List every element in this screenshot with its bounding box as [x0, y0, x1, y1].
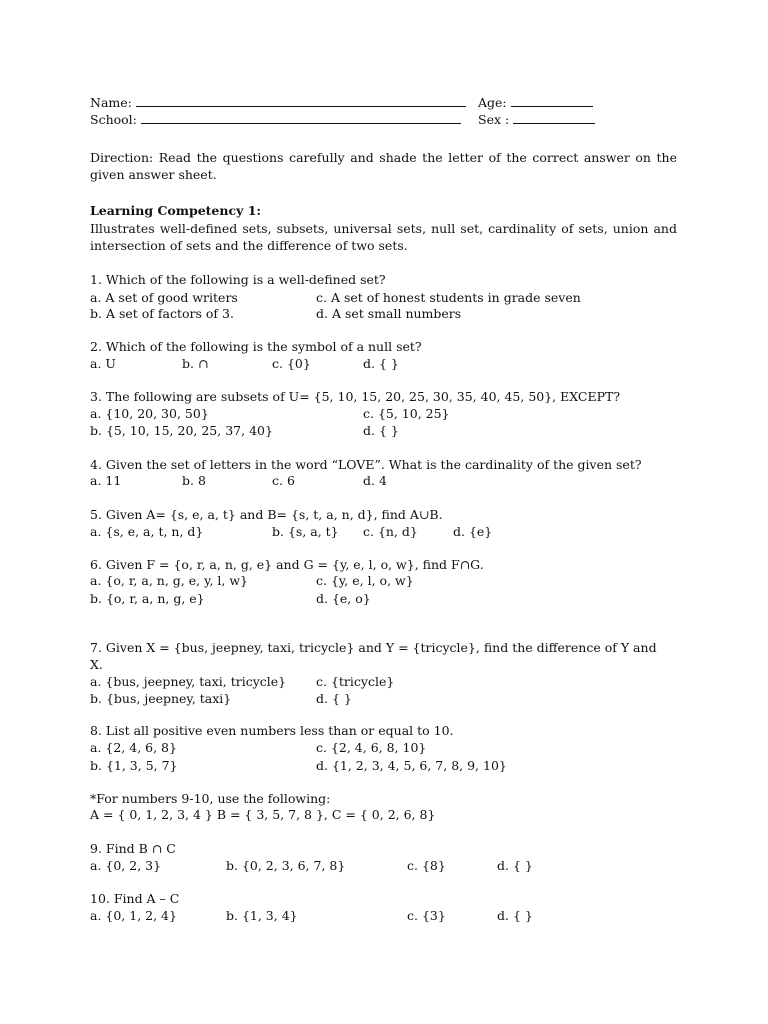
choice-b[interactable]: b. {5, 10, 15, 20, 25, 37, 40}	[90, 423, 273, 438]
choice-a[interactable]: a. U	[90, 356, 116, 371]
question-stem-continued: X.	[90, 657, 103, 672]
question-stem: 5. Given A= {s, e, a, t} and B= {s, t, a, n, d}, find A∪B.	[90, 507, 443, 522]
name-blank[interactable]	[136, 94, 466, 107]
choice-d[interactable]: d. { }	[363, 356, 399, 371]
choice-d[interactable]: d. {e}	[453, 524, 493, 539]
choice-c[interactable]: c. {tricycle}	[316, 674, 395, 689]
choice-b[interactable]: b. ∩	[182, 356, 209, 371]
choice-a[interactable]: a. {2, 4, 6, 8}	[90, 740, 177, 755]
choice-b[interactable]: b. {o, r, a, n, g, e}	[90, 591, 205, 606]
competency-text: Illustrates well-defined sets, subsets, universal sets, null set, cardinality of sets, union and intersection of sets and the difference of two sets.	[90, 221, 677, 253]
choice-c[interactable]: c. {y, e, l, o, w}	[316, 573, 414, 588]
question-stem: 1. Which of the following is a well-defined set?	[90, 272, 386, 287]
choice-b[interactable]: b. {1, 3, 5, 7}	[90, 758, 178, 773]
school-blank[interactable]	[141, 111, 461, 124]
choice-d[interactable]: d. { }	[497, 908, 533, 923]
name-label: Name:	[90, 95, 132, 110]
school-row	[90, 111, 461, 128]
choice-a[interactable]: a. {10, 20, 30, 50}	[90, 406, 209, 421]
choice-c[interactable]: c. {5, 10, 25}	[363, 406, 450, 421]
choice-d[interactable]: d. { }	[497, 858, 533, 873]
school-label: School:	[90, 112, 137, 127]
question-stem: 6. Given F = {o, r, a, n, g, e} and G = {y, e, l, o, w}, find F∩G.	[90, 557, 484, 572]
choice-b[interactable]: b. A set of factors of 3.	[90, 306, 234, 321]
sets-definition: A = { 0, 1, 2, 3, 4 } B = { 3, 5, 7, 8 }, C = { 0, 2, 6, 8}	[90, 807, 436, 822]
direction-text: Direction: Read the questions carefully and shade the letter of the correct answer on the given answer sheet.	[90, 150, 677, 182]
age-blank[interactable]	[511, 94, 593, 107]
choice-c[interactable]: c. {8}	[407, 858, 446, 873]
choice-d[interactable]: d. {1, 2, 3, 4, 5, 6, 7, 8, 9, 10}	[316, 758, 507, 773]
choice-d[interactable]: d. {e, o}	[316, 591, 371, 606]
choice-c[interactable]: c. {2, 4, 6, 8, 10}	[316, 740, 427, 755]
choice-b[interactable]: b. 8	[182, 473, 206, 488]
sex-row	[478, 111, 595, 128]
choice-b[interactable]: b. {1, 3, 4}	[226, 908, 298, 923]
choice-b[interactable]: b. {bus, jeepney, taxi}	[90, 691, 232, 706]
choice-a[interactable]: a. {0, 1, 2, 4}	[90, 908, 177, 923]
question-stem: 9. Find B ∩ C	[90, 841, 176, 856]
age-row	[478, 94, 593, 111]
sex-label: Sex :	[478, 112, 510, 127]
age-label: Age:	[478, 95, 507, 110]
choice-d[interactable]: d. { }	[316, 691, 352, 706]
question-stem: 4. Given the set of letters in the word “LOVE”. What is the cardinality of the given set?	[90, 457, 642, 472]
question-stem: 8. List all positive even numbers less than or equal to 10.	[90, 723, 454, 738]
note-line: *For numbers 9-10, use the following:	[90, 791, 331, 806]
choice-d[interactable]: d. { }	[363, 423, 399, 438]
choice-c[interactable]: c. {0}	[272, 356, 311, 371]
question-stem: 2. Which of the following is the symbol of a null set?	[90, 339, 422, 354]
choice-b[interactable]: b. {0, 2, 3, 6, 7, 8}	[226, 858, 346, 873]
sex-blank[interactable]	[513, 111, 595, 124]
choice-c[interactable]: c. A set of honest students in grade seven	[316, 290, 581, 305]
choice-a[interactable]: a. {s, e, a, t, n, d}	[90, 524, 204, 539]
choice-d[interactable]: d. A set small numbers	[316, 306, 462, 321]
choice-c[interactable]: c. 6	[272, 473, 295, 488]
choice-a[interactable]: a. {o, r, a, n, g, e, y, l, w}	[90, 573, 249, 588]
choice-a[interactable]: a. {0, 2, 3}	[90, 858, 162, 873]
choice-a[interactable]: a. A set of good writers	[90, 290, 238, 305]
question-stem: 7. Given X = {bus, jeepney, taxi, tricycle} and Y = {tricycle}, find the difference of Y and	[90, 640, 657, 655]
choice-d[interactable]: d. 4	[363, 473, 387, 488]
choice-c[interactable]: c. {3}	[407, 908, 446, 923]
name-row	[90, 94, 466, 111]
choice-b[interactable]: b. {s, a, t}	[272, 524, 339, 539]
competency-title: Learning Competency 1:	[90, 203, 262, 218]
question-stem: 10. Find A – C	[90, 891, 180, 906]
choice-c[interactable]: c. {n, d}	[363, 524, 418, 539]
choice-a[interactable]: a. {bus, jeepney, taxi, tricycle}	[90, 674, 287, 689]
choice-a[interactable]: a. 11	[90, 473, 122, 488]
question-stem: 3. The following are subsets of U= {5, 10, 15, 20, 25, 30, 35, 40, 45, 50}, EXCEPT?	[90, 389, 621, 404]
